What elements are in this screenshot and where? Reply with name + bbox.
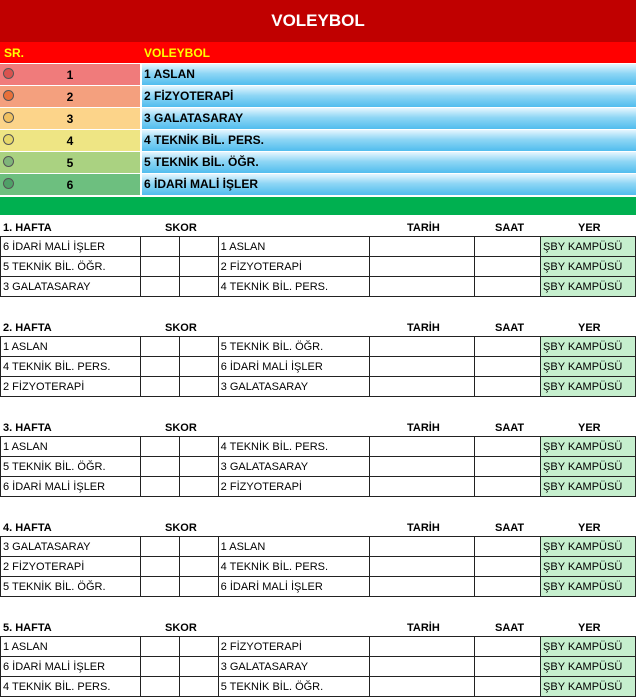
team-name[interactable]: 1 ASLAN bbox=[142, 64, 636, 85]
team-name[interactable]: 2 FİZYOTERAPİ bbox=[142, 86, 636, 107]
venue-cell[interactable]: ŞBY KAMPÜSÜ bbox=[541, 377, 636, 397]
time-cell[interactable] bbox=[475, 437, 541, 457]
time-cell[interactable] bbox=[475, 257, 541, 277]
home-team-cell[interactable]: 5 TEKNİK BİL. ÖĞR. bbox=[1, 457, 141, 477]
match-row bbox=[1, 677, 636, 697]
tarih-header: TARİH bbox=[407, 322, 440, 334]
home-team-cell[interactable]: 2 FİZYOTERAPİ bbox=[1, 557, 141, 577]
home-score-cell[interactable] bbox=[140, 577, 179, 597]
date-cell[interactable] bbox=[369, 257, 475, 277]
away-team-cell[interactable]: 3 GALATASARAY bbox=[218, 457, 369, 477]
time-cell[interactable] bbox=[475, 657, 541, 677]
venue-cell[interactable]: ŞBY KAMPÜSÜ bbox=[541, 457, 636, 477]
sr-header[interactable]: SR. bbox=[4, 46, 25, 60]
home-team-cell[interactable]: 4 TEKNİK BİL. PERS. bbox=[1, 677, 141, 697]
week-label: 1. HAFTA bbox=[3, 222, 52, 234]
venue-cell[interactable]: ŞBY KAMPÜSÜ bbox=[541, 677, 636, 697]
away-team-cell[interactable]: 1 ASLAN bbox=[218, 237, 369, 257]
venue-cell[interactable]: ŞBY KAMPÜSÜ bbox=[541, 657, 636, 677]
match-row bbox=[1, 357, 636, 377]
home-score-cell[interactable] bbox=[140, 337, 179, 357]
home-score-cell[interactable] bbox=[140, 557, 179, 577]
home-score-cell[interactable] bbox=[140, 257, 179, 277]
away-score-cell[interactable] bbox=[179, 257, 218, 277]
venue-cell[interactable]: ŞBY KAMPÜSÜ bbox=[541, 557, 636, 577]
week-label: 5. HAFTA bbox=[3, 622, 52, 634]
home-team-cell[interactable]: 6 İDARİ MALİ İŞLER bbox=[1, 657, 141, 677]
time-cell[interactable] bbox=[475, 477, 541, 497]
away-team-cell[interactable]: 1 ASLAN bbox=[218, 537, 369, 557]
home-team-cell[interactable]: 6 İDARİ MALİ İŞLER bbox=[1, 477, 141, 497]
tarih-header: TARİH bbox=[407, 422, 440, 434]
date-cell[interactable] bbox=[369, 277, 475, 297]
away-team-cell[interactable]: 4 TEKNİK BİL. PERS. bbox=[218, 437, 369, 457]
tarih-header: TARİH bbox=[407, 222, 440, 234]
match-row bbox=[1, 457, 636, 477]
saat-header: SAAT bbox=[495, 422, 525, 434]
week-label: 3. HAFTA bbox=[3, 422, 52, 434]
team-number: 5 bbox=[66, 156, 74, 170]
green-divider bbox=[0, 197, 636, 215]
date-cell[interactable] bbox=[369, 537, 475, 557]
time-cell[interactable] bbox=[475, 677, 541, 697]
time-cell[interactable] bbox=[475, 557, 541, 577]
away-score-cell[interactable] bbox=[179, 337, 218, 357]
yer-header: YER bbox=[578, 622, 601, 634]
time-cell[interactable] bbox=[475, 537, 541, 557]
match-table bbox=[0, 636, 636, 697]
date-cell[interactable] bbox=[369, 237, 475, 257]
date-cell[interactable] bbox=[369, 337, 475, 357]
date-cell[interactable] bbox=[369, 657, 475, 677]
match-row bbox=[1, 577, 636, 597]
date-cell[interactable] bbox=[369, 477, 475, 497]
away-team-cell[interactable]: 6 İDARİ MALİ İŞLER bbox=[218, 357, 369, 377]
away-score-cell[interactable] bbox=[179, 277, 218, 297]
match-table bbox=[0, 436, 636, 497]
away-score-cell[interactable] bbox=[179, 237, 218, 257]
away-team-cell[interactable]: 3 GALATASARAY bbox=[218, 657, 369, 677]
venue-cell[interactable]: ŞBY KAMPÜSÜ bbox=[541, 337, 636, 357]
saat-header: SAAT bbox=[495, 222, 525, 234]
venue-cell[interactable]: ŞBY KAMPÜSÜ bbox=[541, 437, 636, 457]
skor-header: SKOR bbox=[165, 222, 197, 234]
time-cell[interactable] bbox=[475, 577, 541, 597]
venue-cell[interactable]: ŞBY KAMPÜSÜ bbox=[541, 537, 636, 557]
yer-header: YER bbox=[578, 422, 601, 434]
date-cell[interactable] bbox=[369, 457, 475, 477]
away-team-cell[interactable]: 2 FİZYOTERAPİ bbox=[218, 257, 369, 277]
skor-header: SKOR bbox=[165, 422, 197, 434]
week-header bbox=[0, 218, 636, 236]
home-score-cell[interactable] bbox=[140, 437, 179, 457]
home-team-cell[interactable]: 1 ASLAN bbox=[1, 337, 141, 357]
week-header bbox=[0, 618, 636, 636]
home-score-cell[interactable] bbox=[140, 237, 179, 257]
venue-cell[interactable]: ŞBY KAMPÜSÜ bbox=[541, 277, 636, 297]
time-cell[interactable] bbox=[475, 277, 541, 297]
away-score-cell[interactable] bbox=[179, 557, 218, 577]
header-row bbox=[0, 42, 636, 63]
date-cell[interactable] bbox=[369, 577, 475, 597]
away-team-cell[interactable]: 2 FİZYOTERAPİ bbox=[218, 477, 369, 497]
yer-header: YER bbox=[578, 222, 601, 234]
time-cell[interactable] bbox=[475, 357, 541, 377]
team-row bbox=[0, 108, 636, 130]
team-name[interactable]: 6 İDARİ MALİ İŞLER bbox=[142, 174, 636, 195]
time-cell[interactable] bbox=[475, 377, 541, 397]
away-score-cell[interactable] bbox=[179, 537, 218, 557]
match-table bbox=[0, 236, 636, 297]
match-table bbox=[0, 336, 636, 397]
venue-cell[interactable]: ŞBY KAMPÜSÜ bbox=[541, 237, 636, 257]
week-label: 2. HAFTA bbox=[3, 322, 52, 334]
away-score-cell[interactable] bbox=[179, 637, 218, 657]
away-score-cell[interactable] bbox=[179, 677, 218, 697]
team-number: 6 bbox=[66, 178, 74, 192]
match-row bbox=[1, 437, 636, 457]
home-team-cell[interactable]: 6 İDARİ MALİ İŞLER bbox=[1, 237, 141, 257]
away-team-cell[interactable]: 4 TEKNİK BİL. PERS. bbox=[218, 557, 369, 577]
date-cell[interactable] bbox=[369, 357, 475, 377]
team-name[interactable]: 4 TEKNİK BİL. PERS. bbox=[142, 130, 636, 151]
skor-header: SKOR bbox=[165, 522, 197, 534]
match-table bbox=[0, 536, 636, 597]
venue-cell[interactable]: ŞBY KAMPÜSÜ bbox=[541, 477, 636, 497]
away-score-cell[interactable] bbox=[179, 377, 218, 397]
home-team-cell[interactable]: 2 FİZYOTERAPİ bbox=[1, 377, 141, 397]
voleybol-header[interactable]: VOLEYBOL bbox=[144, 46, 211, 60]
away-team-cell[interactable]: 4 TEKNİK BİL. PERS. bbox=[218, 277, 369, 297]
skor-header: SKOR bbox=[165, 622, 197, 634]
date-cell[interactable] bbox=[369, 557, 475, 577]
saat-header: SAAT bbox=[495, 322, 525, 334]
away-score-cell[interactable] bbox=[179, 577, 218, 597]
home-score-cell[interactable] bbox=[140, 457, 179, 477]
away-score-cell[interactable] bbox=[179, 477, 218, 497]
date-cell[interactable] bbox=[369, 437, 475, 457]
away-team-cell[interactable]: 3 GALATASARAY bbox=[218, 377, 369, 397]
tarih-header: TARİH bbox=[407, 622, 440, 634]
skor-header: SKOR bbox=[165, 322, 197, 334]
team-row bbox=[0, 86, 636, 108]
home-score-cell[interactable] bbox=[140, 377, 179, 397]
venue-cell[interactable]: ŞBY KAMPÜSÜ bbox=[541, 357, 636, 377]
time-cell[interactable] bbox=[475, 637, 541, 657]
home-team-cell[interactable]: 3 GALATASARAY bbox=[1, 277, 141, 297]
away-score-cell[interactable] bbox=[179, 657, 218, 677]
away-team-cell[interactable]: 2 FİZYOTERAPİ bbox=[218, 637, 369, 657]
time-cell[interactable] bbox=[475, 337, 541, 357]
week-header bbox=[0, 418, 636, 436]
venue-cell[interactable]: ŞBY KAMPÜSÜ bbox=[541, 577, 636, 597]
time-cell[interactable] bbox=[475, 237, 541, 257]
home-score-cell[interactable] bbox=[140, 677, 179, 697]
away-score-cell[interactable] bbox=[179, 457, 218, 477]
match-row bbox=[1, 537, 636, 557]
home-team-cell[interactable]: 5 TEKNİK BİL. ÖĞR. bbox=[1, 257, 141, 277]
week-header bbox=[0, 318, 636, 336]
home-score-cell[interactable] bbox=[140, 657, 179, 677]
venue-cell[interactable]: ŞBY KAMPÜSÜ bbox=[541, 637, 636, 657]
home-team-cell[interactable]: 5 TEKNİK BİL. ÖĞR. bbox=[1, 577, 141, 597]
team-name[interactable]: 5 TEKNİK BİL. ÖĞR. bbox=[142, 152, 636, 173]
team-row bbox=[0, 174, 636, 196]
yer-header: YER bbox=[578, 522, 601, 534]
venue-cell[interactable]: ŞBY KAMPÜSÜ bbox=[541, 257, 636, 277]
away-team-cell[interactable]: 5 TEKNİK BİL. ÖĞR. bbox=[218, 677, 369, 697]
saat-header: SAAT bbox=[495, 522, 525, 534]
yer-header: YER bbox=[578, 322, 601, 334]
match-row bbox=[1, 237, 636, 257]
date-cell[interactable] bbox=[369, 377, 475, 397]
away-team-cell[interactable]: 5 TEKNİK BİL. ÖĞR. bbox=[218, 337, 369, 357]
home-score-cell[interactable] bbox=[140, 357, 179, 377]
home-team-cell[interactable]: 4 TEKNİK BİL. PERS. bbox=[1, 357, 141, 377]
home-score-cell[interactable] bbox=[140, 477, 179, 497]
date-cell[interactable] bbox=[369, 677, 475, 697]
away-score-cell[interactable] bbox=[179, 357, 218, 377]
date-cell[interactable] bbox=[369, 637, 475, 657]
tarih-header: TARİH bbox=[407, 522, 440, 534]
week-label: 4. HAFTA bbox=[3, 522, 52, 534]
match-row bbox=[1, 637, 636, 657]
match-row bbox=[1, 257, 636, 277]
match-row bbox=[1, 477, 636, 497]
away-score-cell[interactable] bbox=[179, 437, 218, 457]
team-row bbox=[0, 130, 636, 152]
week-header bbox=[0, 518, 636, 536]
saat-header: SAAT bbox=[495, 622, 525, 634]
team-number: 3 bbox=[66, 112, 74, 126]
team-name[interactable]: 3 GALATASARAY bbox=[142, 108, 636, 129]
away-team-cell[interactable]: 6 İDARİ MALİ İŞLER bbox=[218, 577, 369, 597]
team-number: 4 bbox=[66, 134, 74, 148]
home-score-cell[interactable] bbox=[140, 637, 179, 657]
team-row bbox=[0, 152, 636, 174]
home-score-cell[interactable] bbox=[140, 277, 179, 297]
match-row bbox=[1, 657, 636, 677]
sheet-title[interactable]: VOLEYBOL bbox=[0, 0, 636, 42]
home-team-cell[interactable]: 1 ASLAN bbox=[1, 437, 141, 457]
team-row bbox=[0, 64, 636, 86]
team-number: 2 bbox=[66, 90, 74, 104]
team-number: 1 bbox=[66, 68, 74, 82]
home-score-cell[interactable] bbox=[140, 537, 179, 557]
match-row bbox=[1, 277, 636, 297]
match-row bbox=[1, 377, 636, 397]
home-team-cell[interactable]: 3 GALATASARAY bbox=[1, 537, 141, 557]
match-row bbox=[1, 557, 636, 577]
match-row bbox=[1, 337, 636, 357]
time-cell[interactable] bbox=[475, 457, 541, 477]
home-team-cell[interactable]: 1 ASLAN bbox=[1, 637, 141, 657]
